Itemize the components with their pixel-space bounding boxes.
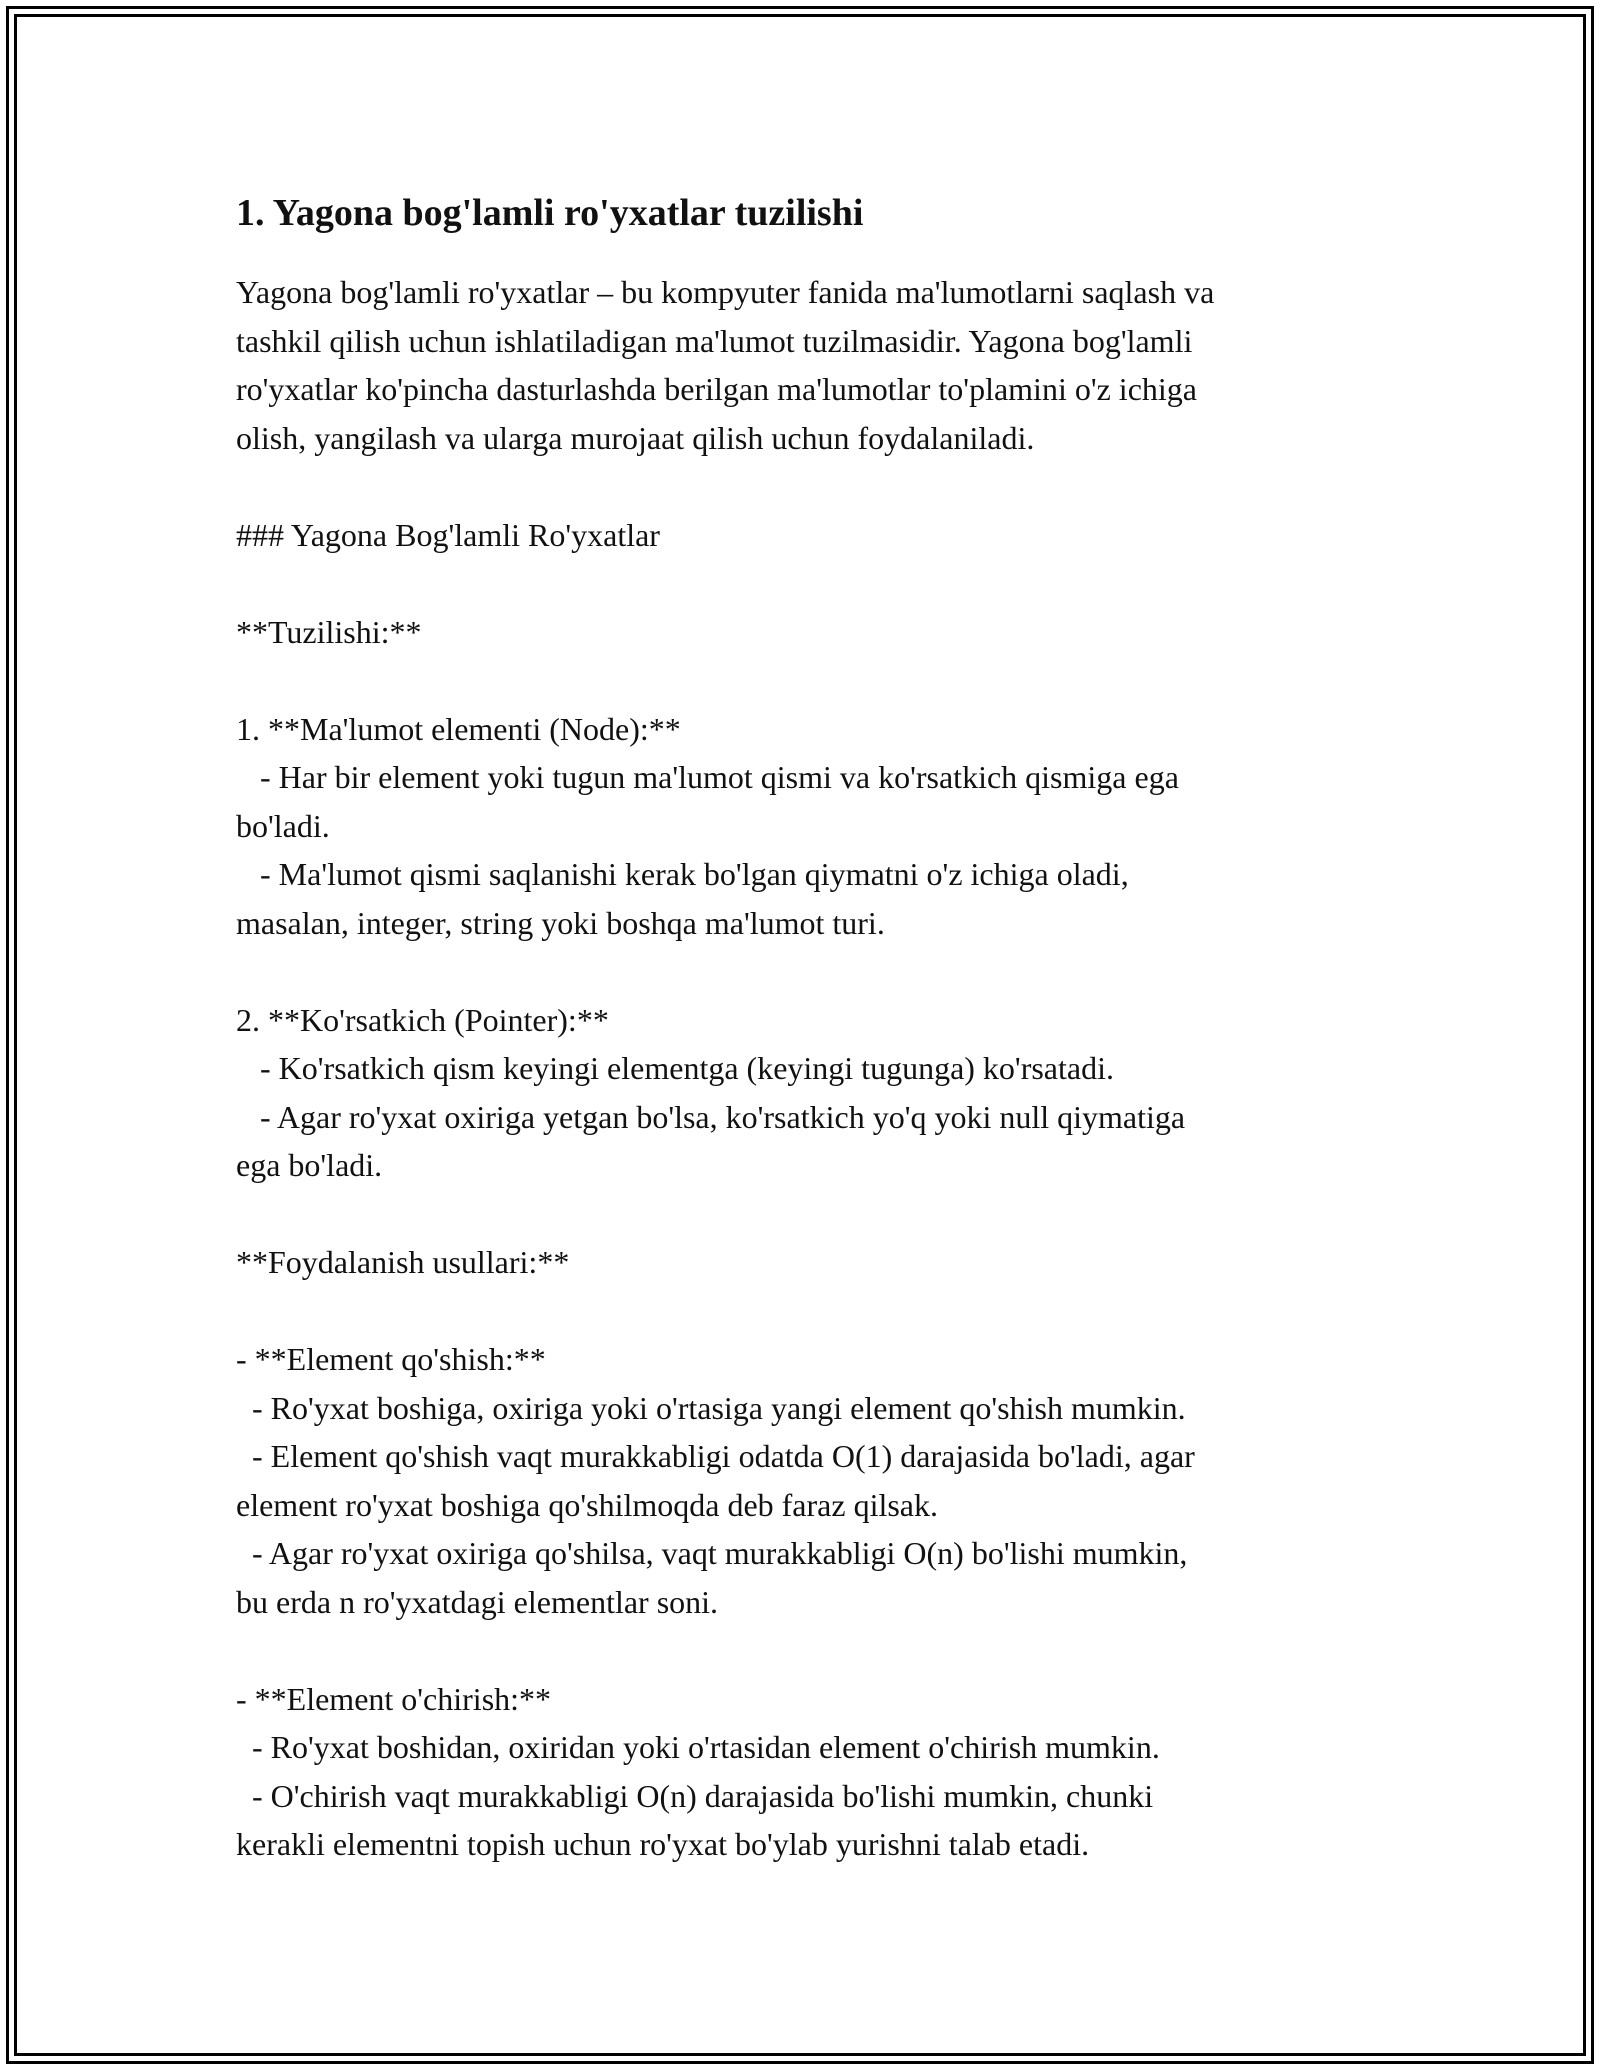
document-body [236,180,1366,1869]
text-line: bo'ladi. [236,807,330,844]
text-line: - Har bir element yoki tugun ma'lumot qismi va ko'rsatkich qismiga ega [236,759,1179,795]
text-line: bu erda n ro'yxatdagi elementlar soni. [236,1583,719,1620]
text-line: Yagona bog'lamli ro'yxatlar – bu kompyuter fanida ma'lumotlarni saqlash va [236,274,1215,310]
foydalanish-label: **Foydalanish usullari:** [236,1244,570,1280]
text-line: masalan, integer, string yoki boshqa ma'lumot turi. [236,904,885,941]
text-line: - **Element qo'shish:** [236,1341,546,1377]
text-line: kerakli elementni topish uchun ro'yxat bo'ylab yurishni talab etadi. [236,1826,1090,1862]
text-line: element ro'yxat boshiga qo'shilmoqda deb faraz qilsak. [236,1486,938,1523]
blank-line [236,462,1366,511]
intro-paragraph [236,268,1366,1869]
text-line: ega bo'ladi. [236,1147,383,1183]
text-line: - Ko'rsatkich qism keyingi elementga (keyingi tugunga) ko'rsatadi. [236,1050,1114,1086]
text-line: tashkil qilish uchun ishlatiladigan ma'lumot tuzilmasidir. Yagona bog'lamli [236,322,1193,359]
text-line: 2. **Ko'rsatkich (Pointer):** [236,1001,609,1038]
subheading-line: ### Yagona Bog'lamli Ro'yxatlar [236,516,660,553]
blank-line [236,1287,1366,1336]
tuzilishi-label: **Tuzilishi:** [236,613,422,650]
blank-line [236,559,1366,608]
text-line: - Ma'lumot qismi saqlanishi kerak bo'lgan qiymatni o'z ichiga oladi, [236,856,1129,892]
text-line: ro'yxatlar ko'pincha dasturlashda berilgan ma'lumotlar to'plamini o'z ichiga [236,371,1197,407]
text-line: 1. **Ma'lumot elementi (Node):** [236,710,681,747]
text-line: olish, yangilash va ularga murojaat qilish uchun foydalaniladi. [236,419,1035,456]
blank-line [236,947,1366,996]
text-line: - O'chirish vaqt murakkabligi O(n) darajasida bo'lishi mumkin, chunki [236,1777,1154,1814]
text-line: - Element qo'shish vaqt murakkabligi odatda O(1) darajasida bo'ladi, agar [236,1438,1195,1474]
text-line: - Agar ro'yxat oxiriga yetgan bo'lsa, ko'rsatkich yo'q yoki null qiymatiga [236,1098,1186,1135]
text-line: - Agar ro'yxat oxiriga qo'shilsa, vaqt murakkabligi O(n) bo'lishi mumkin, [236,1535,1188,1571]
text-line: - Ro'yxat boshiga, oxiriga yoki o'rtasiga yangi element qo'shish mumkin. [236,1389,1186,1426]
blank-line [236,1626,1366,1675]
text-line: - Ro'yxat boshidan, oxiridan yoki o'rtasidan element o'chirish mumkin. [236,1729,1160,1765]
text-line: - **Element o'chirish:** [236,1680,552,1717]
blank-line [236,656,1366,705]
document-heading: 1. Yagona bog'lamli ro'yxatlar tuzilishi [236,192,864,234]
blank-line [236,1190,1366,1239]
